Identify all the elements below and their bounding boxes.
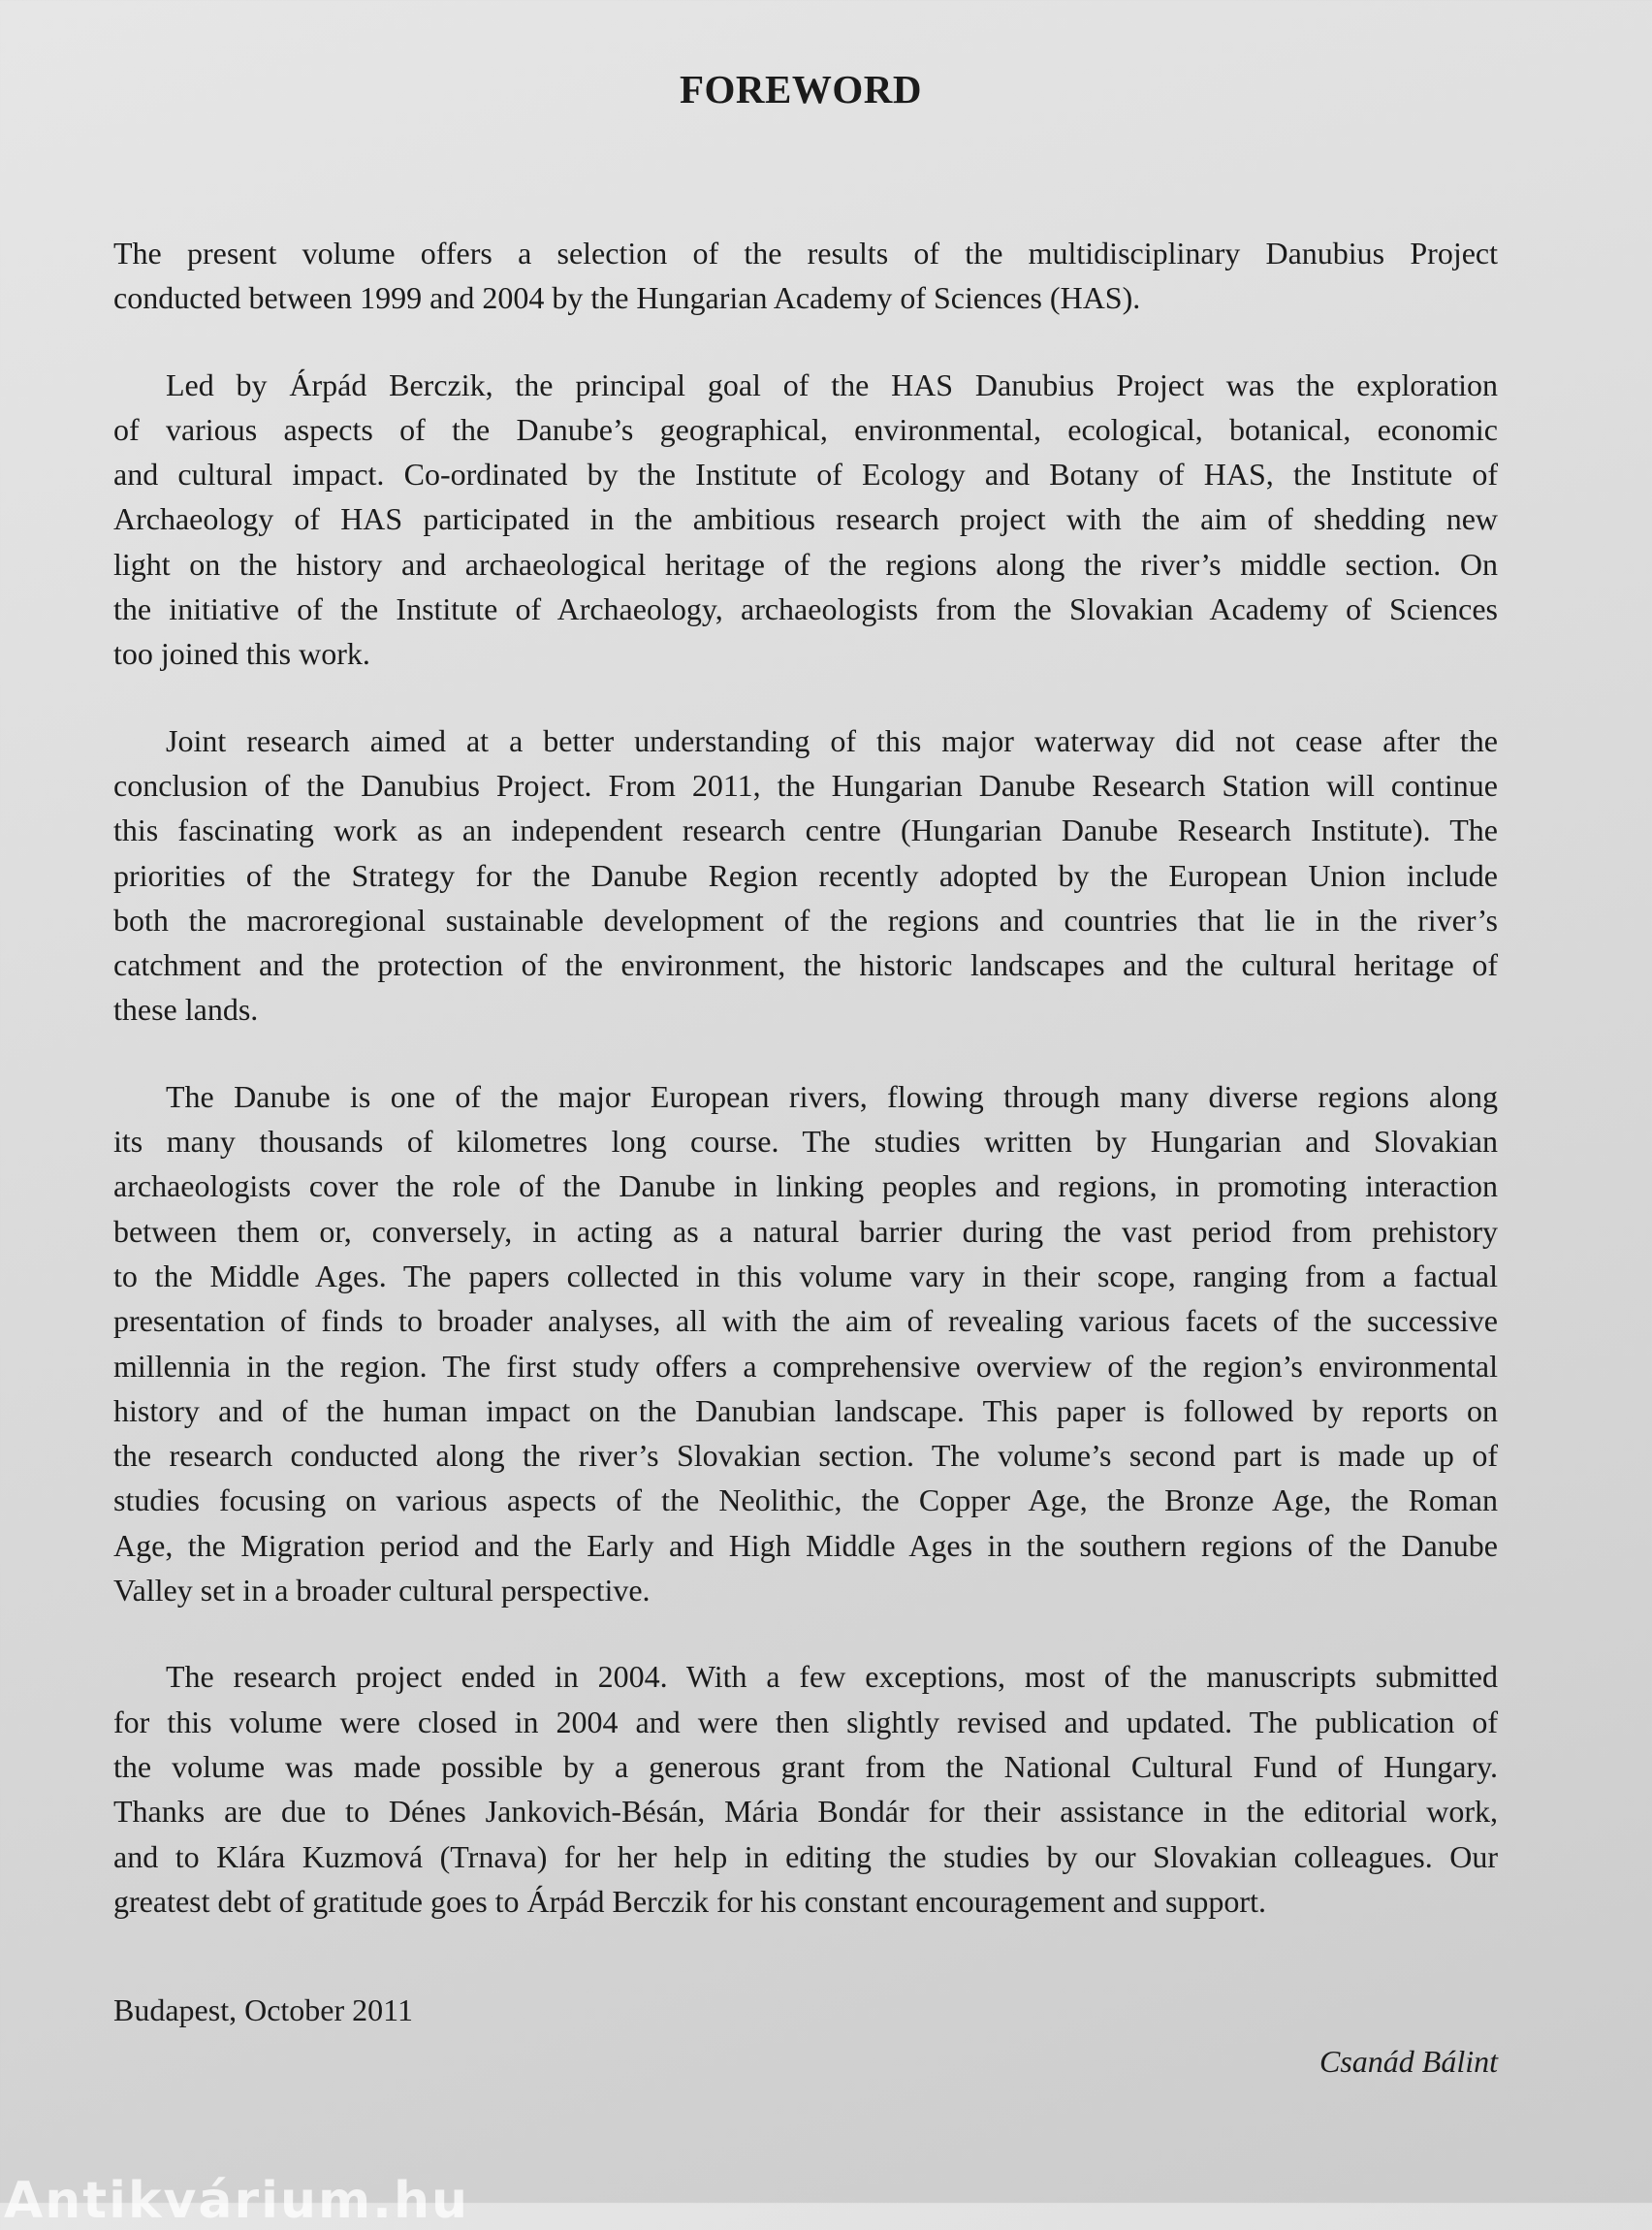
paragraph [113,1654,1498,1924]
text-line: between them or, conversely, in acting as a natural barrier during the vast period from prehistory [113,1213,1498,1249]
text-line: these lands. [113,992,259,1028]
text-line: history and of the human impact on the Danubian landscape. This paper is followed by reports on [113,1392,1498,1428]
text-line: millennia in the region. The first study offers a comprehensive overview of the region’s environmental [113,1348,1498,1384]
text-line: its many thousands of kilometres long course. The studies written by Hungarian and Slovakian [113,1124,1498,1160]
text-line: the volume was made possible by a generous grant from the National Cultural Fund of Hungary. [113,1748,1498,1784]
text-line: too joined this work. [113,636,370,672]
text-line: The research project ended in 2004. With a few exceptions, most of the manuscripts submitted [166,1659,1498,1695]
text-line: Led by Árpád Berczik, the principal goal of the HAS Danubius Project was the exploration [166,366,1498,402]
text-line: archaeologists cover the role of the Danube in linking peoples and regions, in promoting interaction [113,1168,1498,1204]
text-line: The Danube is one of the major European rivers, flowing through many diverse regions along [166,1078,1498,1114]
text-line: the research conducted along the river’s Slovakian section. The volume’s second part is made up of [113,1438,1498,1474]
page-title: FOREWORD [680,67,922,112]
text-line: greatest debt of gratitude goes to Árpád Berczik for his constant encouragement and support. [113,1883,1266,1919]
text-line: Age, the Migration period and the Early and High Middle Ages in the southern regions of the Danube [113,1527,1498,1563]
paragraph [113,1074,1498,1613]
place-date: Budapest, October 2011 [113,1992,413,2027]
text-line: for this volume were closed in 2004 and were then slightly revised and updated. The publication of [113,1704,1498,1739]
text-line: Archaeology of HAS participated in the ambitious research project with the aim of shedding new [113,501,1498,537]
text-line: Thanks are due to Dénes Jankovich-Bésán, Mária Bondár for their assistance in the editorial work, [113,1794,1498,1830]
text-line: priorities of the Strategy for the Danube Region recently adopted by the European Union include [113,857,1498,893]
text-line: studies focusing on various aspects of the Neolithic, the Copper Age, the Bronze Age, the Roman [113,1482,1498,1518]
text-line: light on the history and archaeological heritage of the regions along the river’s middle section. On [113,546,1498,582]
foreword-body [113,231,1498,1965]
text-line: of various aspects of the Danube’s geographical, environmental, ecological, botanical, economic [113,411,1498,447]
text-line: conducted between 1999 and 2004 by the Hungarian Academy of Sciences (HAS). [113,280,1141,316]
text-line: catchment and the protection of the environment, the historic landscapes and the cultural heritage of [113,947,1498,983]
text-line: Valley set in a broader cultural perspective. [113,1573,651,1609]
watermark: Antikvárium.hu [4,2172,469,2230]
author-signature: Csanád Bálint [1318,2044,1498,2079]
text-line: the initiative of the Institute of Archaeology, archaeologists from the Slovakian Academy of Sciences [113,591,1498,627]
text-line: and to Klára Kuzmová (Trnava) for her help in editing the studies by our Slovakian colleagues. Our [113,1838,1498,1874]
text-line: The present volume offers a selection of the results of the multidisciplinary Danubius Project [113,236,1498,271]
text-line: Joint research aimed at a better understanding of this major waterway did not cease after the [166,722,1498,758]
text-line: to the Middle Ages. The papers collected in this volume vary in their scope, ranging from a factual [113,1258,1498,1293]
paragraph [113,718,1498,1033]
text-line: both the macroregional sustainable development of the regions and countries that lie in the river’s [113,902,1498,938]
text-line: this fascinating work as an independent research centre (Hungarian Danube Research Institute). The [113,812,1498,848]
text-line: presentation of finds to broader analyses, all with the aim of revealing various facets of the successive [113,1303,1498,1339]
text-line: and cultural impact. Co-ordinated by the Institute of Ecology and Botany of HAS, the Institute of [113,457,1498,493]
paragraph [113,363,1498,677]
paragraph [113,231,1498,321]
text-line: conclusion of the Danubius Project. From 2011, the Hungarian Danube Research Station will continue [113,767,1498,803]
